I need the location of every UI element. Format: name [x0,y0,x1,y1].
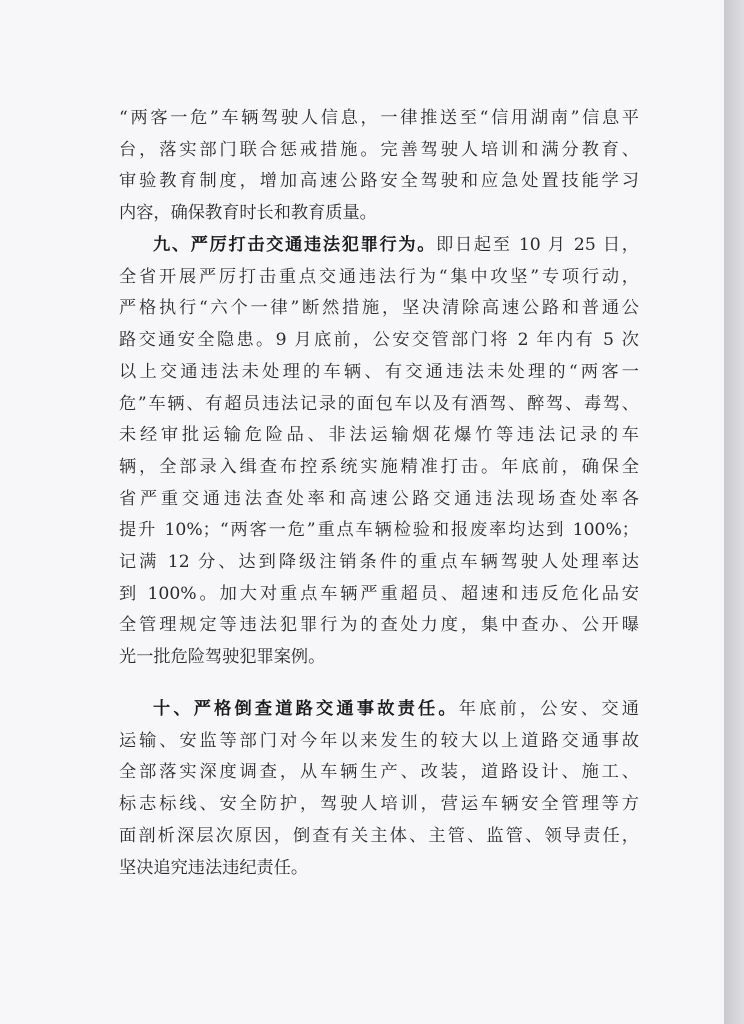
text-line: 运输、安监等部门对今年以来发生的较大以上道路交通事故 [119,730,639,751]
text-line: 全省开展严厉打击重点交通违法行为“集中攻坚”专项行动， [119,266,639,287]
text-line: 省严重交通违法查处率和高速公路交通违法现场查处率各 [119,488,639,509]
text-line: 台，落实部门联合惩戒措施。完善驾驶人培训和满分教育、 [119,139,639,160]
section-heading: 十、严格倒查道路交通事故责任。 [153,699,459,719]
text-line: 严格执行“六个一律”断然措施，坚决清除高速公路和普通公 [119,298,639,319]
text-line: 提升 10%；“两客一危”重点车辆检验和报废率均达到 100%； [119,520,639,541]
section-first-line [119,694,639,726]
text-line: 全部落实深度调查，从车辆生产、改装，道路设计、施工、 [119,762,639,783]
text-line: 内容，确保教育时长和教育质量。 [119,203,377,224]
text-line: 标志标线、安全防护，驾驶人培训，营运车辆安全管理等方 [119,794,639,815]
text-line: 辆，全部录入缉查布控系统实施精准打击。年底前，确保全 [119,456,639,477]
section-first-line [119,230,639,262]
paragraph-continuation [119,103,639,230]
text-run: 年底前，公安、交通 [458,699,639,719]
text-line: “两客一危”车辆驾驶人信息，一律推送至“信用湖南”信息平 [119,108,639,128]
text-line: 危”车辆、有超员违法记录的面包车以及有酒驾、醉驾、毒驾、 [119,393,639,414]
text-line: 未经审批运输危险品、非法运输烟花爆竹等违法记录的车 [119,425,639,446]
text-line: 审验教育制度，增加高速公路安全驾驶和应急处置技能学习 [119,171,639,192]
text-line: 全管理规定等违法犯罪行为的查处力度，集中查办、公开曝 [119,615,639,636]
text-line: 光一批危险驾驶犯罪案例。 [119,647,326,668]
text-line: 坚决追究违法违纪责任。 [119,857,309,878]
text-line: 以上交通违法未处理的车辆、有交通违法未处理的“两客一 [119,361,639,382]
text-line: 面剖析深层次原因，倒查有关主体、主管、监管、领导责任， [119,825,639,846]
section-nine [119,230,639,674]
scan-edge [724,0,744,1024]
section-ten [119,694,639,884]
text-line: 路交通安全隐患。9 月底前，公安交管部门将 2 年内有 5 次 [119,330,639,351]
text-line: 到 100%。加大对重点车辆严重超员、超速和违反危化品安 [119,583,639,604]
text-run: 即日起至 10 月 25 日， [436,235,639,255]
section-heading: 九、严厉打击交通违法犯罪行为。 [153,235,437,255]
text-line: 记满 12 分、达到降级注销条件的重点车辆驾驶人处理率达 [119,552,639,573]
